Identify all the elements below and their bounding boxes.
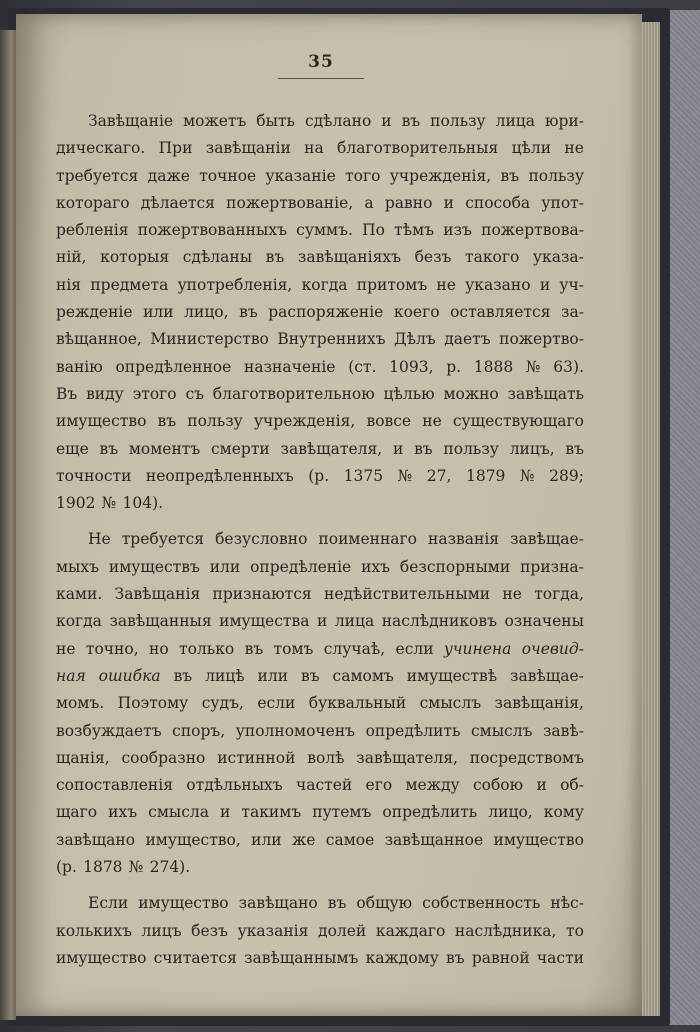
word: долей — [318, 921, 367, 940]
text-line — [56, 217, 584, 244]
word: не — [502, 585, 522, 604]
text-line — [56, 663, 584, 690]
page-text — [56, 108, 584, 972]
word: лица — [334, 612, 375, 631]
word: лица — [495, 112, 536, 130]
word: и — [443, 193, 454, 212]
word: только — [179, 639, 235, 658]
book-page — [16, 14, 642, 1016]
word: завѣщано — [56, 830, 136, 849]
word: мыхъ — [56, 557, 99, 576]
word: завѣщать — [507, 384, 584, 403]
word: вовсе — [366, 412, 412, 431]
word: и — [539, 275, 551, 294]
word: суммъ. — [296, 221, 353, 240]
word: пользу — [187, 412, 243, 431]
word: даже — [147, 166, 190, 185]
word: Дѣлъ — [394, 330, 436, 349]
word: если — [257, 694, 296, 713]
word: щаго — [56, 803, 98, 822]
word: въ — [300, 666, 320, 685]
word: юри- — [544, 112, 584, 130]
word: не — [56, 639, 76, 658]
word: этого — [132, 384, 177, 403]
word: имущество — [56, 948, 147, 967]
word: быть — [256, 112, 295, 130]
word: безспорными — [399, 557, 511, 576]
word: опредѣленное — [115, 357, 232, 376]
word: безъ — [414, 248, 452, 267]
word: уполномоченъ — [235, 721, 356, 740]
word: въ — [265, 248, 285, 267]
word: волѣ — [307, 748, 345, 767]
word: поименнаго — [318, 530, 417, 549]
word: опредѣленіе — [250, 557, 352, 576]
word: но — [148, 639, 169, 658]
word: способа — [465, 193, 531, 212]
word: безъ — [191, 921, 228, 940]
text-line — [56, 135, 584, 162]
text-line — [56, 945, 584, 972]
word: (ст. — [348, 357, 377, 376]
word: момъ. — [56, 694, 105, 713]
word: нія — [56, 275, 82, 294]
word: завѣщанія, — [494, 694, 584, 713]
word: об- — [560, 776, 584, 795]
word: завѣщаніяхъ — [297, 248, 401, 267]
word: не — [436, 275, 456, 294]
word: 289; — [549, 466, 584, 485]
word: Если — [88, 894, 129, 913]
text-line — [56, 490, 584, 517]
word: требуется — [121, 530, 205, 549]
word: имущество — [493, 830, 584, 849]
word: если — [395, 639, 434, 658]
word: буквальный — [308, 694, 407, 713]
word: и — [536, 776, 547, 795]
word: смыслъ — [470, 721, 533, 740]
word: въ — [500, 166, 520, 185]
left-page-edge — [0, 30, 16, 1020]
word: самое — [325, 830, 375, 849]
text-line — [56, 299, 584, 326]
word: и — [220, 803, 231, 822]
word: требуется — [56, 166, 139, 185]
text-line — [56, 436, 584, 463]
word: притомъ — [356, 275, 428, 294]
word: такого — [465, 248, 520, 267]
word: или — [257, 666, 289, 685]
text-line — [56, 463, 584, 490]
header-rule — [278, 78, 364, 79]
word: не — [564, 139, 584, 158]
word: кому — [543, 803, 584, 822]
word: пожертвованныхъ — [137, 221, 287, 240]
word: завѣщанныя — [109, 612, 212, 631]
word: равно — [384, 193, 433, 212]
word: коего — [393, 303, 440, 322]
word: назначеніе — [244, 357, 336, 376]
word: судъ, — [201, 694, 244, 713]
word: пользу — [528, 166, 584, 185]
word: По — [362, 221, 385, 240]
text-line — [56, 854, 584, 881]
word: имущества — [219, 612, 310, 631]
word: путемъ — [312, 803, 372, 822]
word: завѣщае- — [510, 530, 584, 549]
word: томъ — [273, 639, 314, 658]
text-line — [56, 108, 584, 135]
word: имущество — [56, 412, 147, 431]
word: завѣщаніи — [205, 139, 291, 158]
word: равной — [471, 948, 530, 967]
word: благотворительною — [212, 384, 375, 403]
word: имуществъ — [108, 557, 200, 576]
word: можно — [443, 384, 499, 403]
word: пожертвова- — [481, 221, 584, 240]
word: когда — [301, 275, 348, 294]
word: 1879 — [465, 466, 506, 485]
word: опредѣлить — [365, 721, 461, 740]
word: изъ — [443, 221, 472, 240]
word: споръ, — [172, 721, 226, 740]
word: режденіе — [56, 303, 133, 322]
word: лицъ, — [509, 439, 555, 458]
word: и — [316, 612, 328, 631]
word: имущество, — [145, 830, 241, 849]
word: отдѣльныхъ — [186, 776, 283, 795]
word: въ — [327, 894, 347, 913]
word: возбуждаетъ — [56, 721, 162, 740]
word: когда — [56, 612, 102, 631]
word: (р. — [56, 858, 77, 877]
word: № — [128, 858, 144, 877]
word: а — [364, 193, 374, 212]
word: 1093, — [389, 357, 434, 376]
word: пожертвованіе, — [226, 193, 354, 212]
word: ребленія — [56, 221, 129, 240]
word: ихъ — [108, 803, 138, 822]
word: которыя — [100, 248, 170, 267]
text-line — [56, 526, 584, 553]
text-line — [56, 272, 584, 299]
word: въ — [244, 639, 264, 658]
text-line — [56, 163, 584, 190]
word: названія — [428, 530, 500, 549]
text-line — [56, 408, 584, 435]
word: наслѣдника, — [454, 921, 557, 940]
word: смыслъ — [419, 694, 482, 713]
word: дѣлается — [140, 193, 215, 212]
word: учинена — [443, 639, 512, 658]
word: пользу — [430, 112, 486, 130]
word: на — [304, 139, 324, 158]
text-line — [56, 690, 584, 717]
word: или — [209, 557, 241, 576]
word: вѣщанное, — [56, 330, 142, 349]
word: колькихъ — [56, 921, 132, 940]
word: виду — [86, 384, 124, 403]
word: очевид- — [521, 639, 584, 658]
word: части — [536, 948, 584, 967]
page-stack-edge — [642, 22, 660, 1016]
word: № — [101, 494, 117, 513]
word: упот- — [541, 193, 584, 212]
word: опредѣлить — [382, 803, 478, 822]
word: сопоставленія — [56, 776, 173, 795]
word: ванію — [56, 357, 103, 376]
text-line — [56, 799, 584, 826]
word: въ — [239, 303, 258, 322]
word: въ — [173, 666, 193, 685]
word: нѣс- — [550, 894, 584, 913]
word: считается — [153, 948, 237, 967]
word: цѣли — [511, 139, 552, 158]
word: Завѣщаніе — [88, 112, 174, 130]
word: сдѣлано — [304, 112, 372, 130]
word: тогда, — [534, 585, 584, 604]
word: частей — [295, 776, 353, 795]
word: въ — [565, 439, 584, 458]
word: имущество — [138, 894, 229, 913]
text-line — [56, 918, 584, 945]
word: того — [345, 166, 381, 185]
word: ній, — [56, 248, 87, 267]
word: употребленія, — [177, 275, 293, 294]
word: Въ — [56, 384, 78, 403]
word: имуществѣ — [406, 666, 498, 685]
word: завѣщателя, — [280, 439, 383, 458]
word: точности — [56, 466, 132, 485]
text-line — [56, 354, 584, 381]
word: случаѣ, — [323, 639, 386, 658]
word: 63). — [553, 357, 584, 376]
word: указано — [465, 275, 531, 294]
word: сдѣланы — [182, 248, 253, 267]
word: недѣйствительными — [323, 585, 491, 604]
text-line — [56, 890, 584, 917]
word: въ — [401, 112, 421, 130]
word: № — [519, 466, 535, 485]
word: и — [381, 112, 392, 130]
word: смерти — [211, 439, 270, 458]
word: призна- — [520, 557, 584, 576]
page-number: 35 — [308, 52, 334, 72]
word: завѣщанное — [384, 830, 484, 849]
word: завѣщае- — [510, 666, 584, 685]
word: или — [143, 303, 174, 322]
word: указаніе — [265, 166, 336, 185]
word: же — [291, 830, 316, 849]
word: оставляется — [450, 303, 551, 322]
word: наслѣдниковъ — [381, 612, 497, 631]
word: предмета — [90, 275, 169, 294]
word: пожертво- — [499, 330, 584, 349]
word: № — [525, 357, 541, 376]
word: собственность — [422, 894, 541, 913]
word: существующаго — [452, 412, 584, 431]
word: въ — [446, 948, 465, 967]
word: 1888 — [473, 357, 514, 376]
word: указа- — [532, 248, 584, 267]
word: или — [251, 830, 282, 849]
word: его — [365, 776, 393, 795]
text-line — [56, 581, 584, 608]
word: котораго — [56, 193, 130, 212]
text-line — [56, 326, 584, 353]
word: каждому — [365, 948, 439, 967]
word: то — [566, 921, 584, 940]
text-line — [56, 636, 584, 663]
text-line — [56, 772, 584, 799]
text-line — [56, 554, 584, 581]
word: Поэтому — [117, 694, 189, 713]
word: 1878 — [83, 858, 123, 877]
word: 274). — [149, 858, 191, 877]
word: даетъ — [444, 330, 491, 349]
word: учрежденія, — [253, 412, 356, 431]
word: распоряженіе — [268, 303, 384, 322]
word: истинной — [217, 748, 296, 767]
word: каждаго — [375, 921, 446, 940]
word: лицъ — [141, 921, 182, 940]
word: въ — [157, 412, 177, 431]
word: № — [397, 466, 413, 485]
word: въ — [414, 439, 433, 458]
word: посредствомъ — [469, 748, 584, 767]
word: признаются — [212, 585, 312, 604]
word: благотворительныя — [337, 139, 499, 158]
word: въ — [99, 439, 119, 458]
word: цѣлью — [383, 384, 435, 403]
word: 1375 — [343, 466, 384, 485]
word: такимъ — [241, 803, 302, 822]
word: лицо, — [488, 803, 533, 822]
word: собою — [472, 776, 524, 795]
word: р. — [446, 357, 462, 376]
word: съ — [185, 384, 204, 403]
word: Министерство — [150, 330, 269, 349]
word: учрежденія, — [389, 166, 492, 185]
word: еще — [56, 439, 89, 458]
word: Внутреннихъ — [277, 330, 386, 349]
word: лицо, — [184, 303, 229, 322]
word: 27, — [426, 466, 452, 485]
word: Не — [88, 530, 111, 549]
word: самомъ — [332, 666, 394, 685]
text-line — [56, 190, 584, 217]
word: точно, — [85, 639, 139, 658]
word: ками. — [56, 585, 103, 604]
word: моментъ — [128, 439, 201, 458]
text-line — [56, 381, 584, 408]
word: завѣщаннымъ — [244, 948, 359, 967]
text-line — [56, 244, 584, 271]
word: точное — [199, 166, 257, 185]
word: сообразно — [121, 748, 206, 767]
word: не — [422, 412, 442, 431]
word: неопредѣленныхъ — [145, 466, 294, 485]
word: лицѣ — [205, 666, 245, 685]
word: завѣщателя, — [356, 748, 458, 767]
word: Завѣщанія — [114, 585, 201, 604]
word: между — [405, 776, 460, 795]
word: ошибка — [98, 666, 161, 685]
word: безусловно — [215, 530, 308, 549]
word: ная — [56, 666, 86, 685]
text-line — [56, 718, 584, 745]
word: пользу — [443, 439, 499, 458]
word: можетъ — [183, 112, 247, 130]
word: 104). — [122, 494, 164, 513]
word: уч- — [559, 275, 584, 294]
word: При — [158, 139, 193, 158]
word: за- — [561, 303, 584, 322]
word: завѣ- — [542, 721, 584, 740]
text-line — [56, 827, 584, 854]
word: 1902 — [56, 494, 96, 513]
word: тѣмъ — [394, 221, 435, 240]
text-line — [56, 745, 584, 772]
word: завѣщано — [238, 894, 318, 913]
word: общую — [356, 894, 413, 913]
text-line — [56, 608, 584, 635]
word: (р. — [308, 466, 330, 485]
word: щанія, — [56, 748, 110, 767]
word: смысла — [148, 803, 209, 822]
word: и — [392, 439, 404, 458]
word: дическаго. — [56, 139, 146, 158]
word: означены — [504, 612, 584, 631]
word: ихъ — [361, 557, 391, 576]
word: указанія — [237, 921, 309, 940]
